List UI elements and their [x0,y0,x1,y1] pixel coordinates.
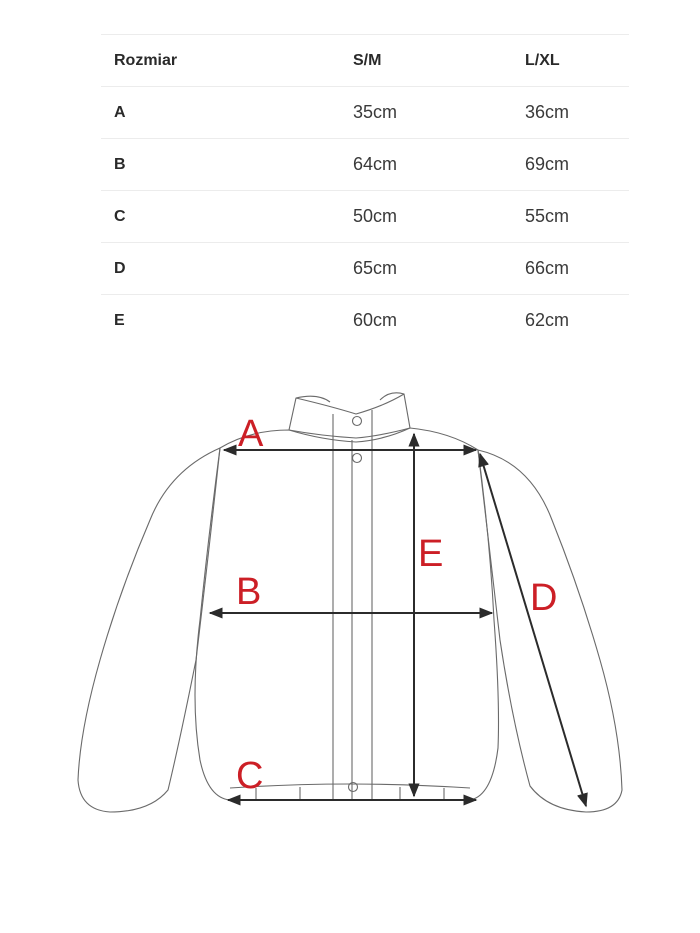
row-label: D [101,243,353,295]
measure-label-e: E [418,533,444,575]
row-value-lxl: 69cm [525,139,629,191]
measurement-labels [236,413,557,797]
row-label: E [114,311,125,329]
measure-line-d [480,454,586,806]
row-value-lxl: 55cm [525,191,629,243]
jacket-placket [333,410,372,800]
row-value-lxl: 66cm [525,243,629,295]
size-table [101,34,629,347]
row-label: A [101,87,353,139]
header-sm: S/M [353,35,525,87]
row-value-lxl: 62cm [525,310,570,331]
button-middle [353,454,362,463]
measure-label-b: B [236,571,262,613]
table-row [101,139,629,191]
header-lxl: L/XL [525,35,629,87]
header-size: Rozmiar [101,35,353,87]
row-value-sm: 35cm [353,87,525,139]
jacket-right-sleeve [478,450,622,812]
table-row [101,243,629,295]
table-row [101,295,629,347]
row-label: C [101,191,353,243]
table-row [101,87,629,139]
measurement-lines [210,434,586,806]
button-top [353,417,362,426]
jacket-collar [289,394,410,438]
row-label: B [101,139,353,191]
row-value-sm: 50cm [353,191,525,243]
measure-label-c: C [236,755,264,797]
row-value-sm: 65cm [353,243,525,295]
table-header-row [101,35,629,87]
jacket-measurement-diagram [0,360,700,840]
row-value-sm: 60cm [353,310,398,331]
row-value-lxl: 36cm [525,87,629,139]
row-value-sm: 64cm [353,139,525,191]
measure-label-d: D [530,577,558,619]
table-row [101,191,629,243]
measure-label-a: A [238,413,264,455]
